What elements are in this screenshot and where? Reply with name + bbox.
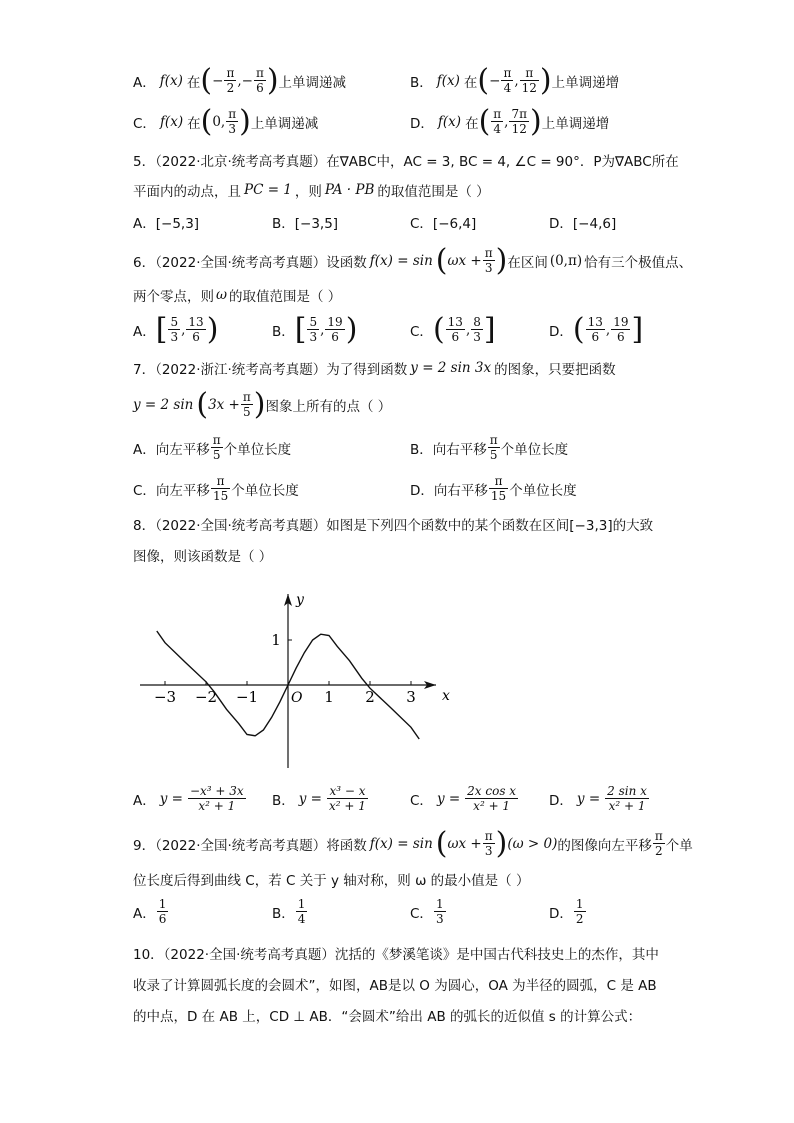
q7-function: y = 2 sin: [133, 396, 194, 413]
x-tick-label: 2: [365, 688, 375, 706]
q9-option-d: [549, 897, 587, 926]
q7-option-a: A． 向左平移 $\frac{\pi}{5}$ 个单位长度: [133, 433, 292, 462]
function-graph: [138, 588, 454, 778]
q5-option-d: D．[−4,6]: [549, 216, 617, 232]
q5-line1: 5．（2022·北京·统考高考真题）在∇ABC中，AC = 3, BC = 4, ∠C = 90°．P为∇ABC所在: [133, 154, 679, 170]
q6-line2: [133, 285, 341, 305]
q9-option-a: [133, 897, 169, 926]
q6-omega: ω: [216, 287, 228, 303]
x-tick-label: 3: [406, 688, 416, 706]
q6-option-d: D． ( $\frac{13}{6}$ , $\frac{19}{6}$ ]: [549, 311, 644, 347]
denominator: 2: [575, 912, 584, 926]
option-letter: B．: [272, 792, 295, 809]
q9-condition: (ω > 0): [507, 835, 558, 852]
option-letter: B．: [272, 323, 295, 340]
y-axis-label: y: [296, 592, 304, 608]
numerator: 1: [297, 897, 306, 911]
function-name: f(x): [436, 72, 460, 89]
option-letter: C．: [133, 482, 156, 499]
option-text: 个单位长度: [223, 441, 292, 458]
q4-option-a: A． f(x) 在 ( − $\frac{\pi}{2}$ ,− $\frac{\pi}{6}$ ) 上单调递减: [133, 62, 347, 98]
option-letter: D．: [549, 792, 573, 809]
option-letter: A．: [133, 905, 156, 922]
denominator: 3: [435, 912, 444, 926]
function-name: f(x): [159, 72, 183, 89]
q8-option-c: C． y = $\frac{\text{2x cos x}}{\text{x² + 1}}$: [410, 784, 517, 813]
numerator: 1: [158, 897, 167, 911]
option-text: 在: [463, 74, 478, 91]
option-letter: C．: [410, 323, 433, 340]
q9-text: 个单: [665, 837, 693, 854]
option-text: 在: [187, 115, 201, 132]
option-letter: A．: [133, 792, 156, 809]
option-text: 个单位长度: [231, 482, 299, 499]
function-name: f(x): [159, 113, 184, 130]
option-text: 上单调递增: [541, 115, 610, 132]
option-letter: D．: [549, 905, 573, 922]
q7-text: 7．（2022·浙江·统考高考真题）为了得到函数: [133, 362, 408, 378]
q6-function: f(x) = sin: [369, 252, 433, 269]
numerator: 1: [435, 897, 444, 911]
option-text: 上单调递减: [250, 115, 319, 132]
origin-label: O: [291, 690, 303, 706]
q7-option-b: B． 向右平移 $\frac{\pi}{5}$ 个单位长度: [410, 433, 569, 462]
x-tick-label: −3: [153, 688, 177, 706]
q5-line2: [133, 180, 490, 200]
q6-option-c: C． ( $\frac{13}{6}$ , $\frac{8}{3}$ ]: [410, 311, 496, 347]
x-tick-label: −2: [194, 688, 218, 706]
q5-option-c: C．[−6,4]: [410, 216, 477, 232]
option-letter: C．: [410, 792, 433, 809]
q6-interval: (0,π): [549, 252, 583, 269]
q10-line1: 10．（2022·全国·统考高考真题）沈括的《梦溪笔谈》是中国古代科技史上的杰作，其中: [133, 947, 659, 963]
q5-text: 平面内的动点，且: [133, 184, 241, 200]
q9-line2: 位长度后得到曲线 C，若 C 关于 y 轴对称，则 ω 的最小值是（ ）: [133, 873, 530, 889]
option-text: 在: [186, 74, 201, 91]
q6-line1: 6．（2022·全国·统考高考真题）设函数 f(x) = sin ( ωx + $\frac{\pi}{3}$ ) 在区间 (0,π) 恰有三个极值点、: [133, 242, 693, 278]
graph-axes: [140, 592, 450, 768]
q8-option-d: D． y = $\frac{\text{2 sin x}}{\text{x² + 1}}$: [549, 784, 647, 813]
q4-option-b: B． f(x) 在 ( − $\frac{\pi}{4}$ , $\frac{\pi}{12}$ ) 上单调递增: [410, 62, 620, 98]
q9-text: 的图像向左平移: [557, 837, 652, 854]
q8-line1: 8．（2022·全国·统考高考真题）如图是下列四个函数中的某个函数在区间[−3,3]的大致: [133, 518, 654, 534]
numerator: 1: [575, 897, 584, 911]
q6-text: 的取值范围是（ ）: [229, 289, 342, 305]
option-letter: A．: [133, 74, 156, 91]
q8-option-b: B． y = $\frac{\text{x³ − x}}{\text{x² + 1}}$: [272, 784, 366, 813]
q10-line3: 的中点，D 在 AB 上，CD ⊥ AB．“会圆术”给出 AB 的弧长的近似值 s 的计算公式：: [133, 1009, 642, 1025]
option-text: 上单调递增: [551, 74, 620, 91]
q4-option-c: C． f(x) 在 ( 0, $\frac{\pi}{3}$ ) 上单调递减: [133, 103, 319, 139]
denominator: 4: [297, 912, 306, 926]
y-tick-label: 1: [271, 631, 281, 649]
q6-option-b: B． [ $\frac{5}{3}$ , $\frac{19}{6}$ ): [272, 311, 358, 347]
option-letter: B．: [410, 74, 433, 91]
q6-text: 在区间: [507, 254, 548, 271]
q8-option-a: A． y = $\frac{\text{−x³ + 3x}}{\text{x² + 1}}$: [133, 784, 244, 813]
option-letter: B．: [410, 441, 433, 458]
q9-option-b: [272, 897, 308, 926]
q7-option-d: D． 向右平移 $\frac{\pi}{15}$ 个单位长度: [410, 474, 577, 503]
q5-math: PC = 1: [244, 182, 292, 198]
option-letter: C．: [133, 115, 156, 132]
option-letter: D．: [549, 323, 573, 340]
q7-option-c: C． 向左平移 $\frac{\pi}{15}$ 个单位长度: [133, 474, 299, 503]
q7-text: 图象上所有的点（ ）: [265, 398, 392, 415]
q5-text: ，则: [294, 184, 322, 200]
option-text: 向左平移: [155, 441, 210, 458]
q7-line2: y = 2 sin ( 3x + $\frac{\pi}{5}$ ) 图象上所有的点（ ）: [133, 386, 392, 422]
q6-text: 两个零点，则: [133, 289, 214, 305]
option-text: 向左平移: [155, 482, 210, 499]
option-text: 向右平移: [432, 441, 487, 458]
q6-text: 恰有三个极值点、: [584, 254, 693, 271]
q7-text: 的图象，只要把函数: [494, 362, 616, 378]
option-text: 个单位长度: [500, 441, 569, 458]
q8-line2: 图像，则该函数是（ ）: [133, 549, 273, 565]
q7-line1: [133, 358, 616, 378]
option-letter: C．: [410, 905, 433, 922]
option-letter: D．: [410, 115, 434, 132]
function-name: f(x): [437, 113, 462, 130]
option-text: 在: [465, 115, 479, 132]
denominator: 6: [158, 912, 167, 926]
option-letter: A．: [133, 441, 156, 458]
q5-vector-product: PA · PB: [324, 182, 375, 198]
q10-line2: 收录了计算圆弧长度的会圆术”，如图，AB是以 O 为圆心，OA 为半径的圆弧，C 是 AB: [133, 978, 657, 994]
option-letter: D．: [410, 482, 434, 499]
x-axis-label: x: [442, 688, 450, 704]
x-tick-label: −1: [235, 688, 259, 706]
q4-option-d: D． f(x) 在 ( $\frac{\pi}{4}$ , $\frac{7\pi}{12}$ ) 上单调递增: [410, 103, 610, 139]
option-text: 上单调递减: [278, 74, 347, 91]
q9-option-c: [410, 897, 447, 926]
q9-function: f(x) = sin: [369, 835, 433, 852]
x-tick-label: 1: [324, 688, 334, 706]
option-text: 个单位长度: [509, 482, 577, 499]
q5-text: 的取值范围是（ ）: [377, 184, 490, 200]
q9-text: 9．（2022·全国·统考高考真题）将函数: [133, 837, 367, 854]
option-letter: B．: [272, 905, 295, 922]
q9-line1: 9．（2022·全国·统考高考真题）将函数 f(x) = sin ( ωx + $\frac{\pi}{3}$ ) (ω > 0) 的图像向左平移 $\frac{\pi}{2}$ 个单: [133, 825, 693, 861]
q7-function: y = 2 sin 3x: [410, 360, 492, 376]
q6-option-a: A． [ $\frac{5}{3}$ , $\frac{13}{6}$ ): [133, 311, 219, 347]
q5-option-a: A．[−5,3]: [133, 216, 200, 232]
option-text: 向右平移: [433, 482, 488, 499]
q6-text: 6．（2022·全国·统考高考真题）设函数: [133, 254, 367, 271]
option-letter: A．: [133, 323, 156, 340]
q5-option-b: B．[−3,5]: [272, 216, 339, 232]
